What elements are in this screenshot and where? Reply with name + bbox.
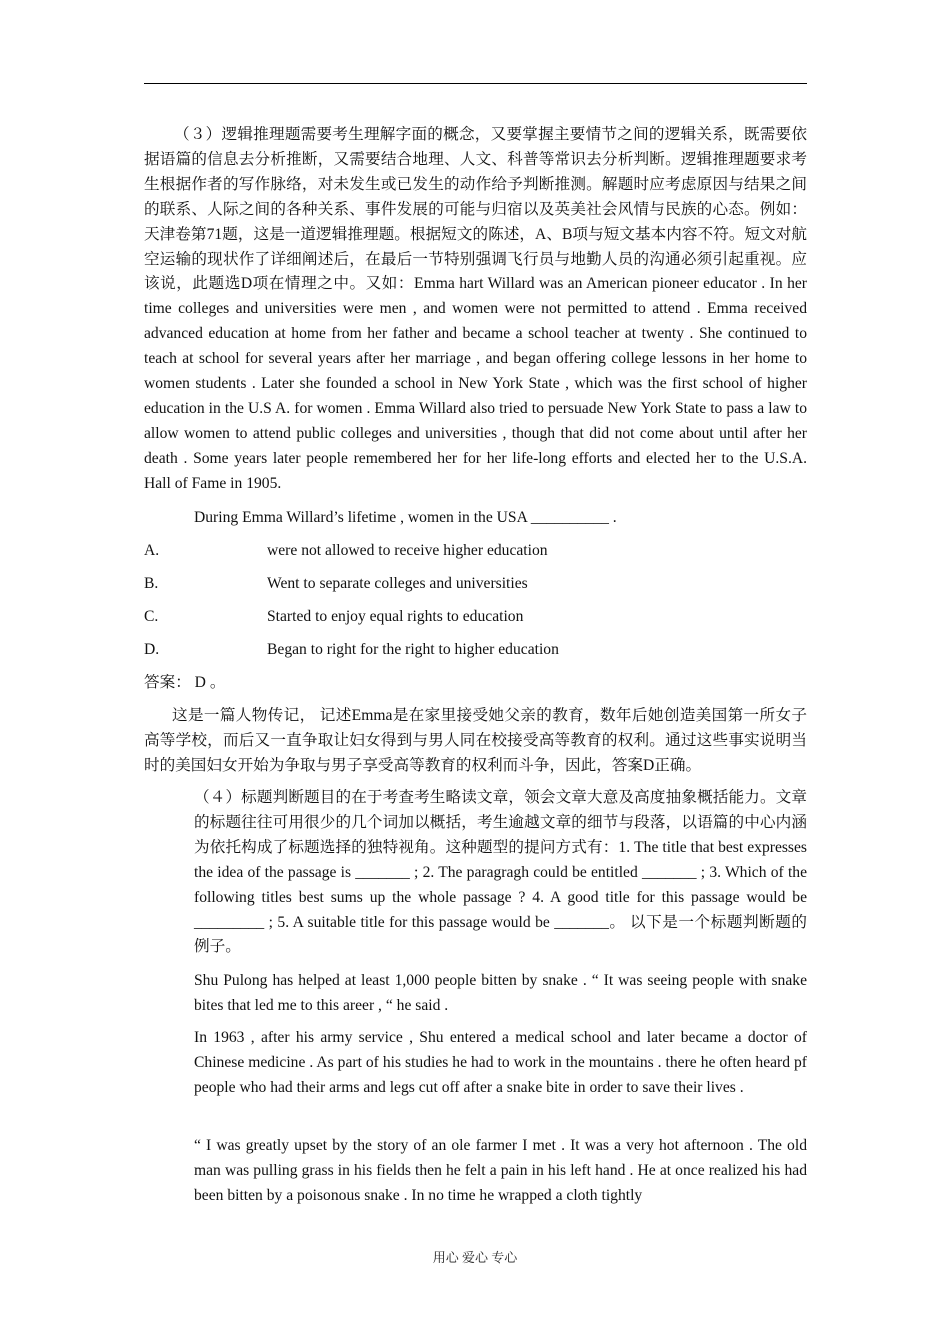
option-letter: C. xyxy=(144,608,159,625)
option-text: Went to separate colleges and universities xyxy=(267,575,528,592)
answer-line: 答案： D 。 xyxy=(144,674,226,691)
paragraph-example-2: In 1963 , after his army service , Shu entered a medical school and later became a doctor of Chinese medicine . As part of his studies he had to work in the mountains . there he often heard pf people who had their arms and legs cut off after a snake bite in order to save their lives . xyxy=(194,1029,807,1096)
page-footer: 用心 爱心 专心 xyxy=(432,1250,518,1265)
paragraph-logic-reasoning: （３）逻辑推理题需要考生理解字面的概念，又要掌握主要情节之间的逻辑关系，既需要依据语篇的信息去分析推断，又需要结合地理、人文、科普等常识去分析判断。逻辑推理题要求考生根据作者的写作脉络，对未发生或已发生的动作给予判断推测。解题时应考虑原因与结果之间的联系、人际之间的各种关系、事件发展的可能与归宿以及英美社会风情与民族的心态。例如：天津卷第71题，这是一道逻辑推理题。根据短文的陈述，A、B项与短文基本内容不符。短文对航空运输的现状作了详细阐述后，在最后一节特别强调飞行员与地勤人员的沟通必须引起重视。应该说，此题选D项在情理之中。又如：Emma hart Willard was an American pioneer educator . In her time colleges and universities were men , and women were not permitted to attend . Emma received advanced education at home from her father and became a school teacher at twenty . She continued to teach at school for several years after her marriage , and began offering college lessons in her home to women students . Later she founded a school in New York State , which was the first school of higher education in the U.S A. for women . Emma Willard also tried to persuade New York State to pass a law to allow women to attend public colleges and universities , though that did not come about until after her death . Some years later people remembered her for her life-long efforts and elected her to the U.S.A. Hall of Fame in 1905. xyxy=(144,126,807,492)
option-text: Began to right for the right to higher education xyxy=(267,641,559,658)
header-rule xyxy=(144,83,807,84)
option-letter: D. xyxy=(144,641,160,658)
option-letter: A. xyxy=(144,542,160,559)
paragraph-example-1: Shu Pulong has helped at least 1,000 people bitten by snake . “ It was seeing people with snake bites that led me to this areer , “ he said . xyxy=(194,972,807,1014)
option-letter: B. xyxy=(144,575,159,592)
option-text: Started to enjoy equal rights to education xyxy=(267,608,524,625)
paragraph-title-judgement: （４）标题判断题目的在于考查考生略读文章，领会文章大意及高度抽象概括能力。文章的标题往往可用很少的几个词加以概括，考生逾越文章的细节与段落，以语篇的中心内涵为依托构成了标题选择的独特视角。这种题型的提问方式有：1. The title that best expresses the idea of the passage is _______ ; 2. The paragragh could be entitled _______ ; 3. Which of the following titles best sums up the whole passage ? 4. A good title for this passage would be _________ ; 5. A suitable title for this passage would be _______。 以下是一个标题判断题的例子。 xyxy=(194,789,807,956)
option-text: were not allowed to receive higher education xyxy=(267,542,548,559)
question-stem: During Emma Willard’s lifetime , women in the USA __________ . xyxy=(194,509,617,526)
paragraph-example-3: “ I was greatly upset by the story of an ole farmer I met . It was a very hot afternoon . The old man was pulling grass in his fields then he felt a pain in his left hand . He at once realized his had been bitten by a poisonous snake . In no time he wrapped a cloth tightly xyxy=(194,1137,807,1204)
paragraph-explanation: 这是一篇人物传记， 记述Emma是在家里接受她父亲的教育，数年后她创造美国第一所女子高等学校，而后又一直争取让妇女得到与男人同在校接受高等教育的权利。通过这些事实说明当时的美国妇女开始为争取与男子享受高等教育的权利而斗争，因此，答案D正确。 xyxy=(144,707,807,774)
